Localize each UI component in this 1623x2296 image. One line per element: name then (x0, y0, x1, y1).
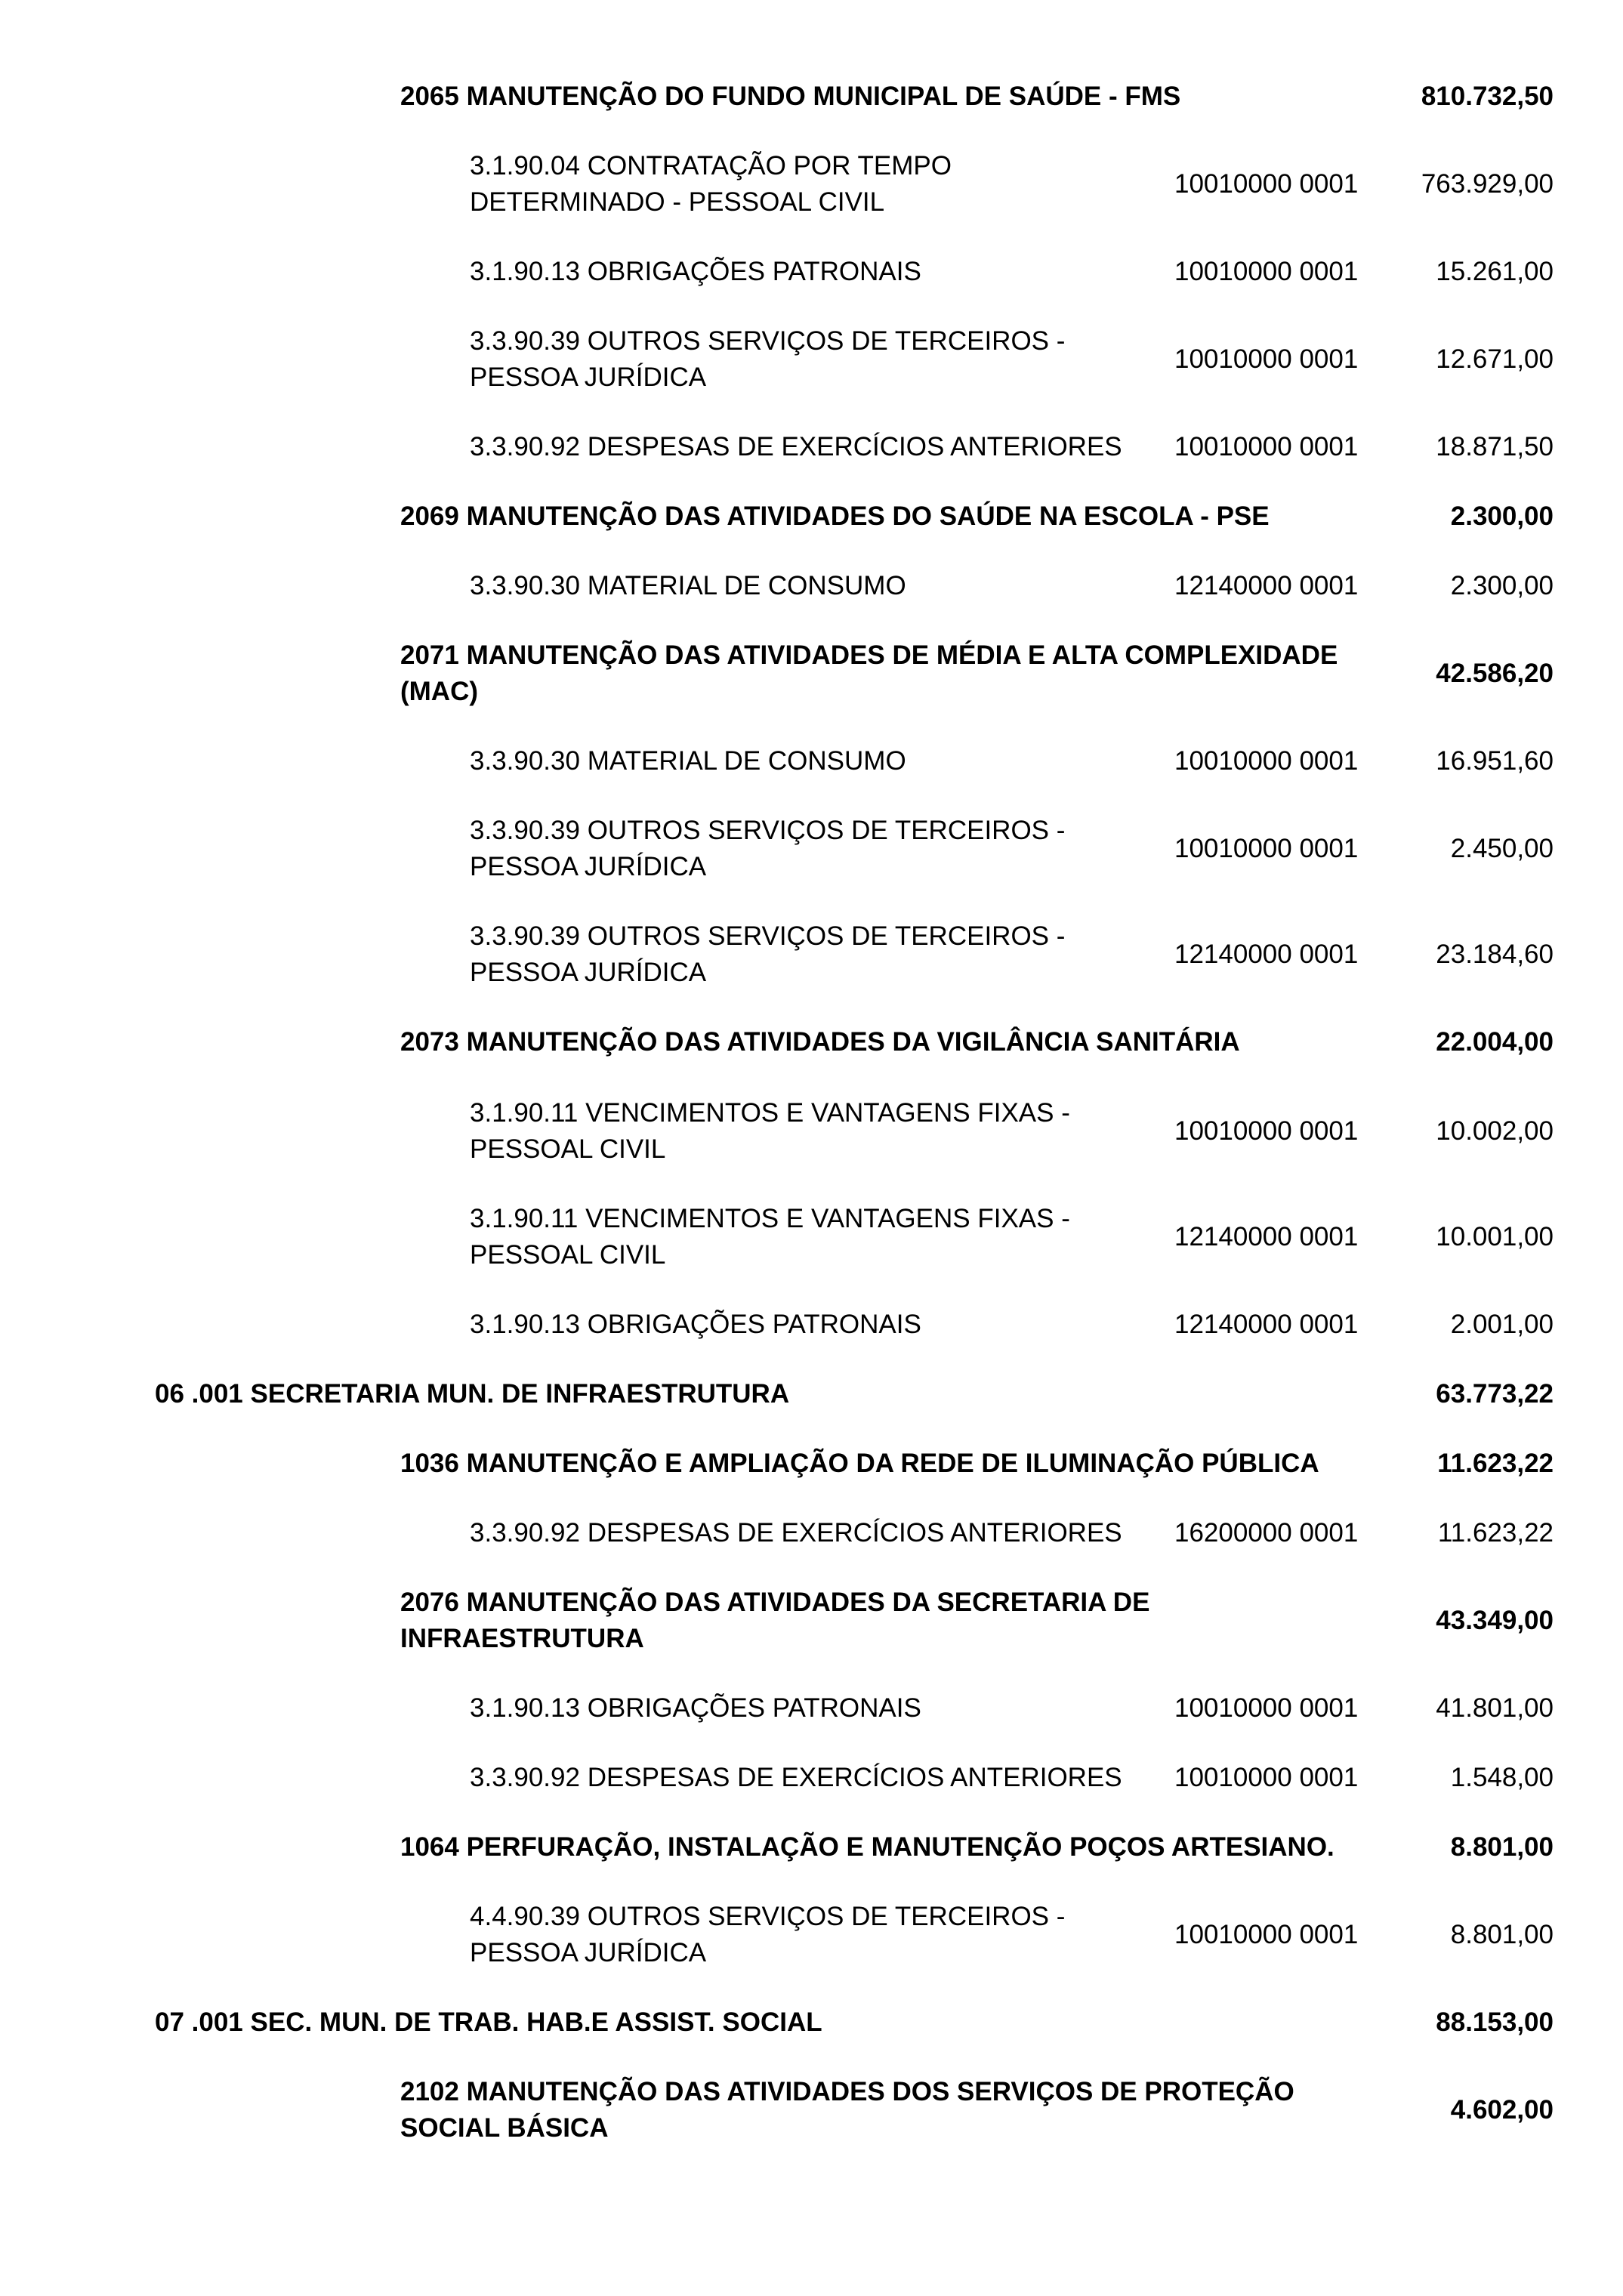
row-value: 8.801,00 (1450, 1832, 1554, 1862)
table-row (0, 429, 1623, 465)
row-source-code: 12140000 0001 (1174, 940, 1359, 969)
row-description: 3.1.90.13 OBRIGAÇÕES PATRONAIS (470, 1310, 921, 1339)
table-row (0, 148, 1623, 221)
row-source-code: 12140000 0001 (1174, 1222, 1359, 1251)
row-source-code: 10010000 0001 (1174, 1920, 1359, 1949)
row-description: 3.3.90.30 MATERIAL DE CONSUMO (470, 746, 906, 776)
table-row (0, 743, 1623, 779)
table-row (0, 1690, 1623, 1727)
row-value: 15.261,00 (1436, 257, 1554, 286)
row-source-code: 12140000 0001 (1174, 1310, 1359, 1339)
row-value: 8.801,00 (1450, 1920, 1554, 1949)
row-description: 07 .001 SEC. MUN. DE TRAB. HAB.E ASSIST. SOCIAL (155, 2007, 822, 2037)
row-description: 3.3.90.92 DESPESAS DE EXERCÍCIOS ANTERIORES (470, 1763, 1122, 1792)
table-row (0, 1376, 1623, 1412)
table-row (0, 1446, 1623, 1482)
row-value: 10.002,00 (1436, 1116, 1554, 1146)
row-description: 06 .001 SECRETARIA MUN. DE INFRAESTRUTURA (155, 1379, 790, 1409)
row-value: 63.773,22 (1436, 1379, 1554, 1409)
table-row (0, 813, 1623, 885)
row-value: 41.801,00 (1436, 1693, 1554, 1723)
row-value: 2.300,00 (1450, 501, 1554, 531)
table-row (0, 1201, 1623, 1273)
row-source-code: 10010000 0001 (1174, 257, 1359, 286)
row-value: 43.349,00 (1436, 1606, 1554, 1635)
row-description: 3.1.90.13 OBRIGAÇÕES PATRONAIS (470, 257, 921, 286)
row-description: 1064 PERFURAÇÃO, INSTALAÇÃO E MANUTENÇÃO POÇOS ARTESIANO. (400, 1832, 1335, 1862)
row-description: 3.3.90.39 OUTROS SERVIÇOS DE TERCEIROS - PESSOA JURÍDICA (470, 816, 1066, 881)
row-description: 3.1.90.11 VENCIMENTOS E VANTAGENS FIXAS - PESSOAL CIVIL (470, 1204, 1070, 1270)
row-source-code: 10010000 0001 (1174, 432, 1359, 461)
table-row (0, 1899, 1623, 1971)
row-description: 3.3.90.92 DESPESAS DE EXERCÍCIOS ANTERIORES (470, 432, 1122, 461)
row-value: 88.153,00 (1436, 2007, 1554, 2037)
row-value: 11.623,22 (1437, 1518, 1554, 1548)
row-source-code: 10010000 0001 (1174, 1116, 1359, 1146)
row-description: 3.3.90.30 MATERIAL DE CONSUMO (470, 571, 906, 600)
row-value: 12.671,00 (1436, 344, 1554, 374)
row-source-code: 16200000 0001 (1174, 1518, 1359, 1548)
table-row (0, 1585, 1623, 1657)
row-description: 2102 MANUTENÇÃO DAS ATIVIDADES DOS SERVIÇOS DE PROTEÇÃO SOCIAL BÁSICA (400, 2077, 1294, 2143)
row-value: 4.602,00 (1450, 2095, 1554, 2125)
row-source-code: 10010000 0001 (1174, 834, 1359, 863)
row-description: 2076 MANUTENÇÃO DAS ATIVIDADES DA SECRETARIA DE INFRAESTRUTURA (400, 1588, 1150, 1653)
row-description: 3.3.90.39 OUTROS SERVIÇOS DE TERCEIROS - PESSOA JURÍDICA (470, 326, 1066, 392)
row-value: 18.871,50 (1436, 432, 1554, 461)
row-value: 42.586,20 (1436, 659, 1554, 688)
row-description: 3.3.90.39 OUTROS SERVIÇOS DE TERCEIROS - PESSOA JURÍDICA (470, 921, 1066, 987)
table-row (0, 1095, 1623, 1168)
row-description: 2069 MANUTENÇÃO DAS ATIVIDADES DO SAÚDE NA ESCOLA - PSE (400, 501, 1270, 531)
row-source-code: 10010000 0001 (1174, 169, 1359, 199)
row-value: 23.184,60 (1436, 940, 1554, 969)
row-value: 763.929,00 (1421, 169, 1554, 199)
row-value: 10.001,00 (1436, 1222, 1554, 1251)
table-row (0, 1515, 1623, 1551)
table-row (0, 568, 1623, 604)
row-description: 3.3.90.92 DESPESAS DE EXERCÍCIOS ANTERIORES (470, 1518, 1122, 1548)
row-value: 2.450,00 (1450, 834, 1554, 863)
table-row (0, 2004, 1623, 2041)
table-row (0, 2074, 1623, 2146)
row-source-code: 10010000 0001 (1174, 746, 1359, 776)
row-value: 22.004,00 (1436, 1027, 1554, 1057)
row-value: 11.623,22 (1437, 1449, 1554, 1478)
row-source-code: 10010000 0001 (1174, 1693, 1359, 1723)
table-row (0, 1829, 1623, 1866)
row-description: 1036 MANUTENÇÃO E AMPLIAÇÃO DA REDE DE ILUMINAÇÃO PÚBLICA (400, 1449, 1319, 1478)
row-source-code: 10010000 0001 (1174, 1763, 1359, 1792)
row-description: 2071 MANUTENÇÃO DAS ATIVIDADES DE MÉDIA E ALTA COMPLEXIDADE (MAC) (400, 640, 1338, 706)
row-value: 2.001,00 (1450, 1310, 1554, 1339)
row-description: 3.1.90.04 CONTRATAÇÃO POR TEMPO DETERMINADO - PESSOAL CIVIL (470, 151, 952, 217)
row-description: 4.4.90.39 OUTROS SERVIÇOS DE TERCEIROS - PESSOA JURÍDICA (470, 1902, 1066, 1967)
row-source-code: 12140000 0001 (1174, 571, 1359, 600)
row-value: 810.732,50 (1421, 82, 1554, 111)
row-description: 2073 MANUTENÇÃO DAS ATIVIDADES DA VIGILÂNCIA SANITÁRIA (400, 1027, 1240, 1057)
row-value: 16.951,60 (1436, 746, 1554, 776)
table-row (0, 918, 1623, 991)
table-row (0, 1760, 1623, 1796)
row-value: 1.548,00 (1450, 1763, 1554, 1792)
row-description: 3.1.90.11 VENCIMENTOS E VANTAGENS FIXAS - PESSOAL CIVIL (470, 1098, 1070, 1164)
table-row (0, 1307, 1623, 1343)
row-description: 3.1.90.13 OBRIGAÇÕES PATRONAIS (470, 1693, 921, 1723)
row-source-code: 10010000 0001 (1174, 344, 1359, 374)
row-value: 2.300,00 (1450, 571, 1554, 600)
table-row (0, 498, 1623, 535)
table-row (0, 323, 1623, 396)
row-description: 2065 MANUTENÇÃO DO FUNDO MUNICIPAL DE SAÚDE - FMS (400, 82, 1181, 111)
table-row (0, 79, 1623, 115)
table-row (0, 637, 1623, 710)
table-row (0, 254, 1623, 290)
table-row (0, 1024, 1623, 1060)
